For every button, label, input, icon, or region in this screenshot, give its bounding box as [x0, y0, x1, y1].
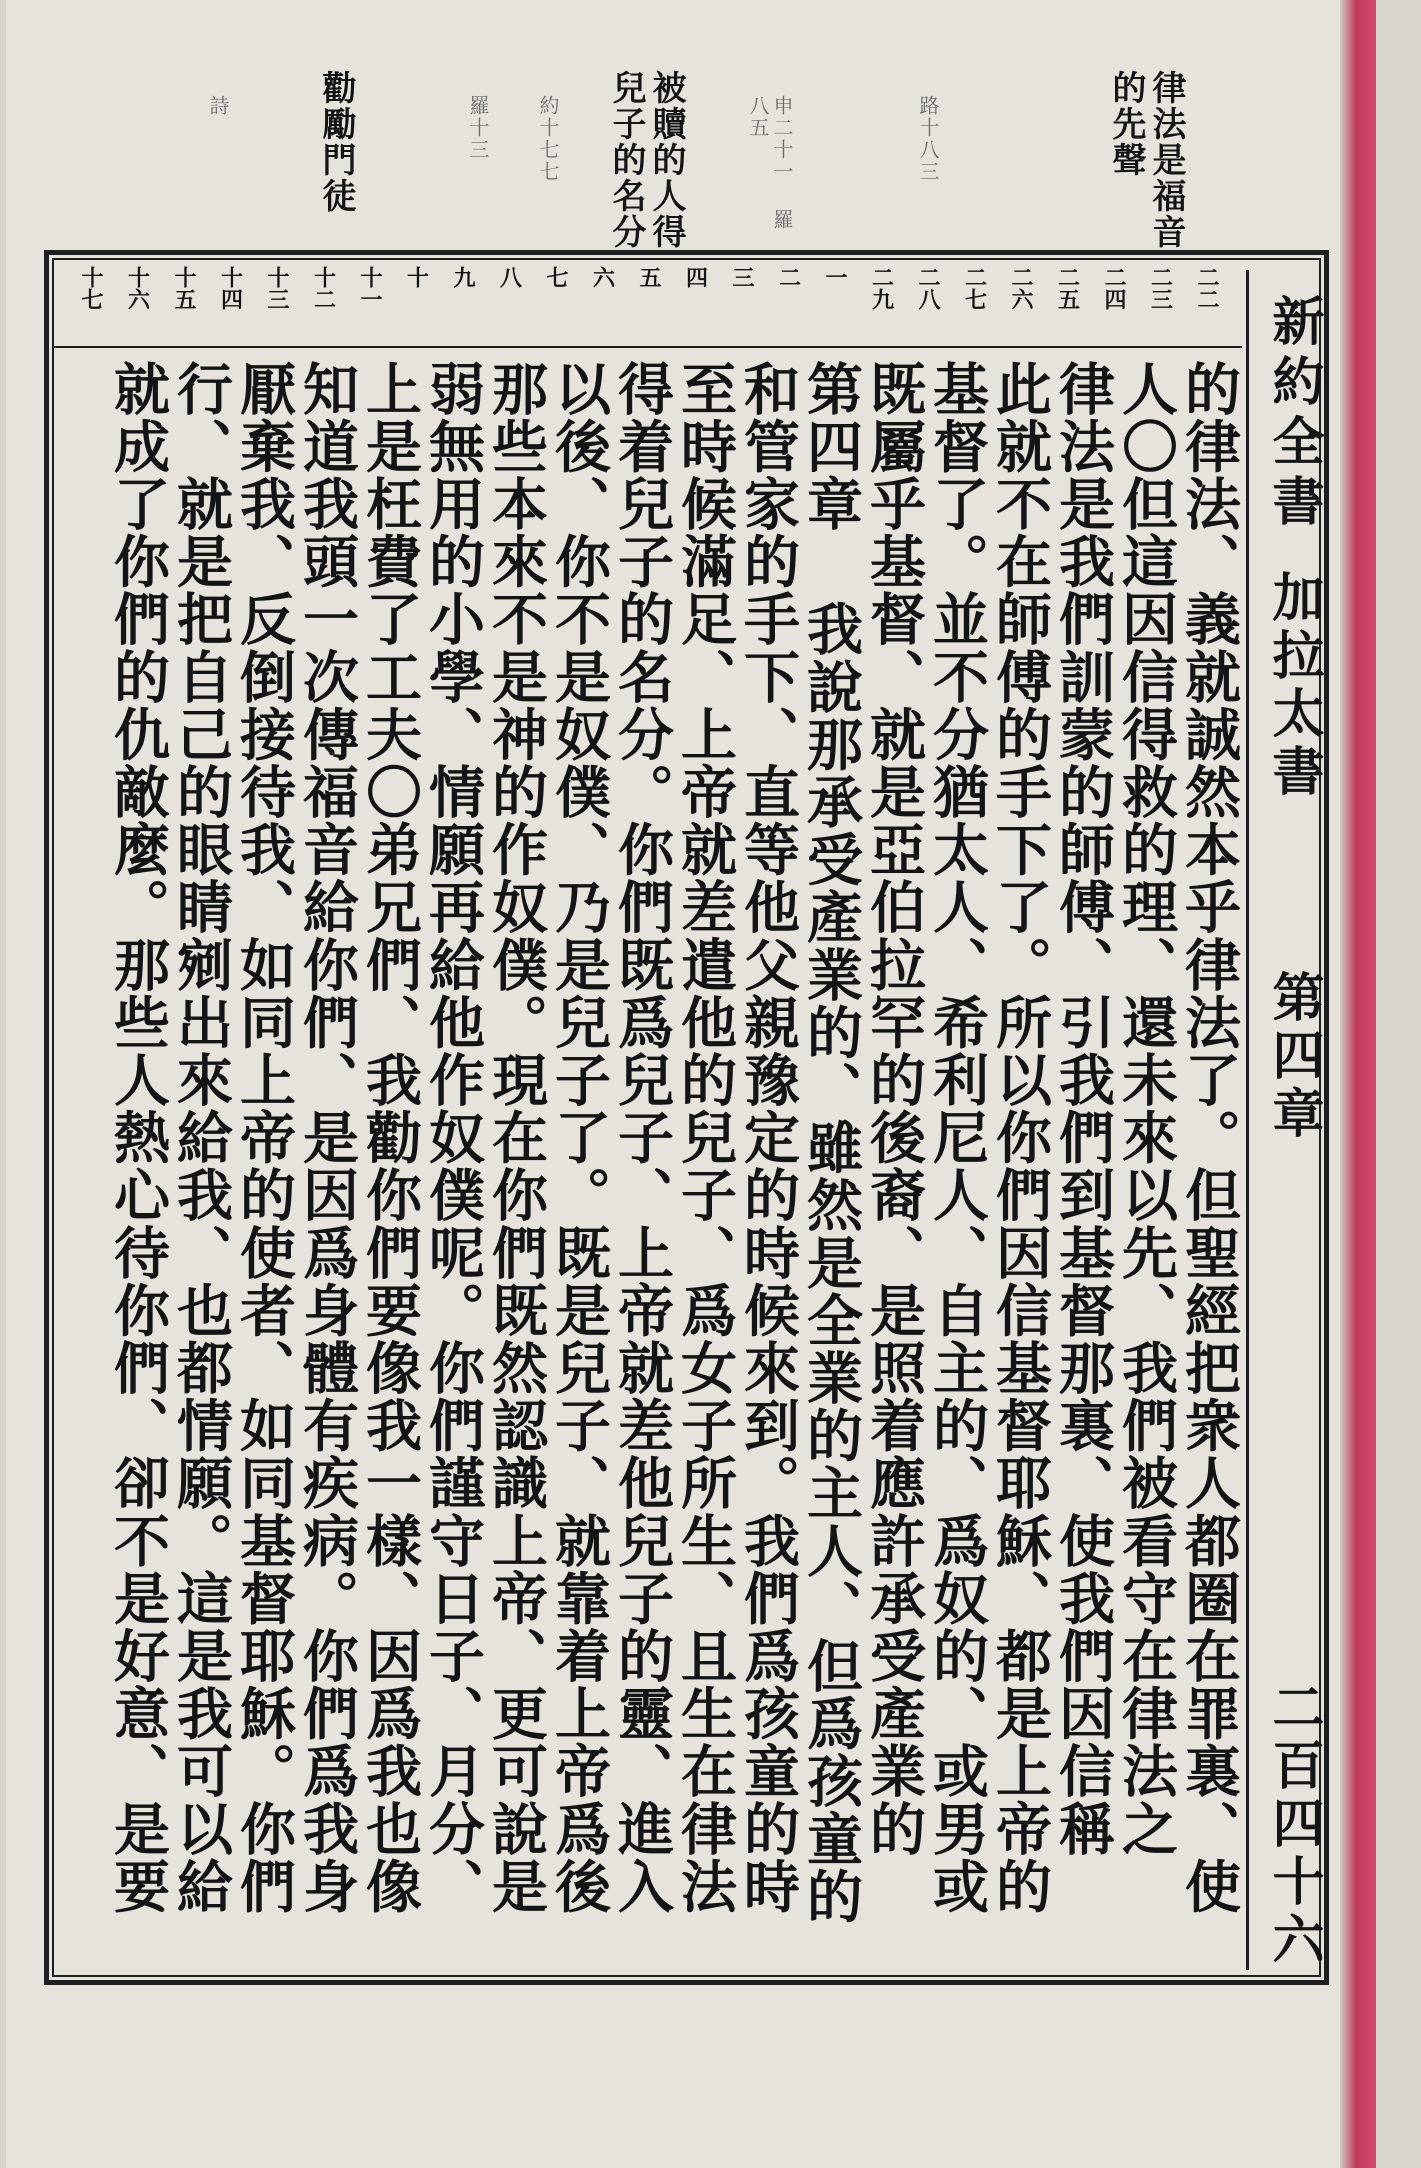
text-column: 上是枉費了工夫〇弟兄們、我勸你們要像我一樣、因爲我也像 [357, 360, 423, 1916]
verse-number: 二五 [1054, 266, 1081, 310]
book-name: 加拉太書 [1263, 570, 1324, 802]
text-column: 弱無用的小學、情願再給他作奴僕呢。你們謹守日子、月分、 [420, 360, 486, 1916]
text-column: 和管家的手下、直等他父親豫定的時候來到。我們爲孩童的時 [735, 360, 801, 1916]
margin-ref: 羅十三 [466, 95, 490, 161]
verse-number: 十三 [264, 266, 290, 310]
text-column: 以後、你不是奴僕、乃是兒子了。既是兒子、就靠着上帝爲後 [546, 360, 612, 1916]
verse-number: 四 [682, 266, 709, 288]
book-title: 新約全書 [1263, 294, 1324, 534]
text-column: 就成了你們的仇敵麼。那些人熱心待你們、卻不是好意、是要 [105, 360, 171, 1916]
verse-number: 二七 [961, 266, 988, 310]
text-column: 厭棄我、反倒接待我、如同上帝的使者、如同基督耶穌。你們 [231, 360, 297, 1916]
verse-number: 二八 [915, 266, 941, 310]
verse-number: 十六 [124, 266, 151, 310]
chapter-heading: 第四章 [1263, 970, 1324, 1144]
verse-number: 二六 [1008, 266, 1034, 310]
verse-number: 二九 [868, 266, 895, 310]
verse-number: 五 [636, 266, 662, 288]
verse-number: 八 [496, 266, 523, 288]
verse-number: 十七 [78, 266, 104, 310]
text-column: 行、就是把自己的眼睛剜出來給我、也都情願。這是我可以給 [168, 360, 234, 1916]
text-column: 基督了。並不分猶太人、希利尼人、自主的、爲奴的、或男或 [924, 360, 990, 1916]
margin-note-adoption: 被贖的人得兒子的名分 [606, 70, 686, 250]
verse-number: 七 [543, 266, 569, 288]
text-column: 知道我頭一次傳福音給你們、是因爲身體有疾病。你們爲我身 [294, 360, 360, 1916]
verse-number: 十 [403, 266, 430, 288]
margin-note-exhort: 勸勵門徒 [316, 70, 356, 214]
verse-number: 十二 [310, 266, 337, 310]
verse-number: 二 [775, 266, 802, 288]
verse-number: 十一 [357, 266, 383, 310]
text-column: 人〇但這因信得救的理、還未來以先、我們被看守在律法之 [1113, 360, 1179, 1858]
margin-ref: 約十七七 [536, 95, 560, 183]
running-header [1246, 270, 1327, 1970]
verse-number: 二二 [1194, 266, 1220, 310]
verse-number: 一 [822, 266, 848, 288]
book-page [6, 0, 1376, 2168]
verse-number: 二四 [1101, 266, 1127, 310]
text-column: 至時候滿足、上帝就差遣他的兒子、爲女子所生、且生在律法 [672, 360, 738, 1916]
page-number: 二百四十六 [1263, 1680, 1324, 1970]
margin-note-law: 律法是福音的先聲 [1106, 70, 1186, 250]
margin-ref: 路十八三 [916, 95, 940, 183]
verse-number: 九 [450, 266, 476, 288]
verse-number-strip [54, 260, 1242, 348]
text-column: 得着兒子的名分。你們既爲兒子、上帝就差他兒子的靈、進入 [609, 360, 675, 1916]
text-column: 那些本來不是神的作奴僕。現在你們既然認識上帝、更可說是 [483, 360, 549, 1916]
page-edge [1340, 0, 1376, 2168]
verse-number: 二三 [1147, 266, 1174, 310]
text-column: 此就不在師傅的手下了。所以你們因信基督耶穌、都是上帝的 [987, 360, 1053, 1916]
verse-number: 十四 [217, 266, 244, 310]
verse-number: 三 [729, 266, 755, 288]
verse-number: 十五 [171, 266, 197, 310]
text-column: 的律法、義就誠然本乎律法了。但聖經把衆人都圈在罪裏、使 [1176, 360, 1242, 1916]
text-column: 律法是我們訓蒙的師傅、引我們到基督那裏、使我們因信稱 [1050, 360, 1116, 1858]
margin-ref: 詩 [206, 95, 230, 117]
margin-ref: 申二十一 羅八五 [746, 95, 794, 231]
verse-number: 六 [589, 266, 616, 288]
text-column: 第四章 我說那承受產業的、雖然是全業的主人、但爲孩童的 [798, 360, 864, 1926]
text-column: 既屬乎基督、就是亞伯拉罕的後裔、是照着應許承受產業的 [861, 360, 927, 1858]
